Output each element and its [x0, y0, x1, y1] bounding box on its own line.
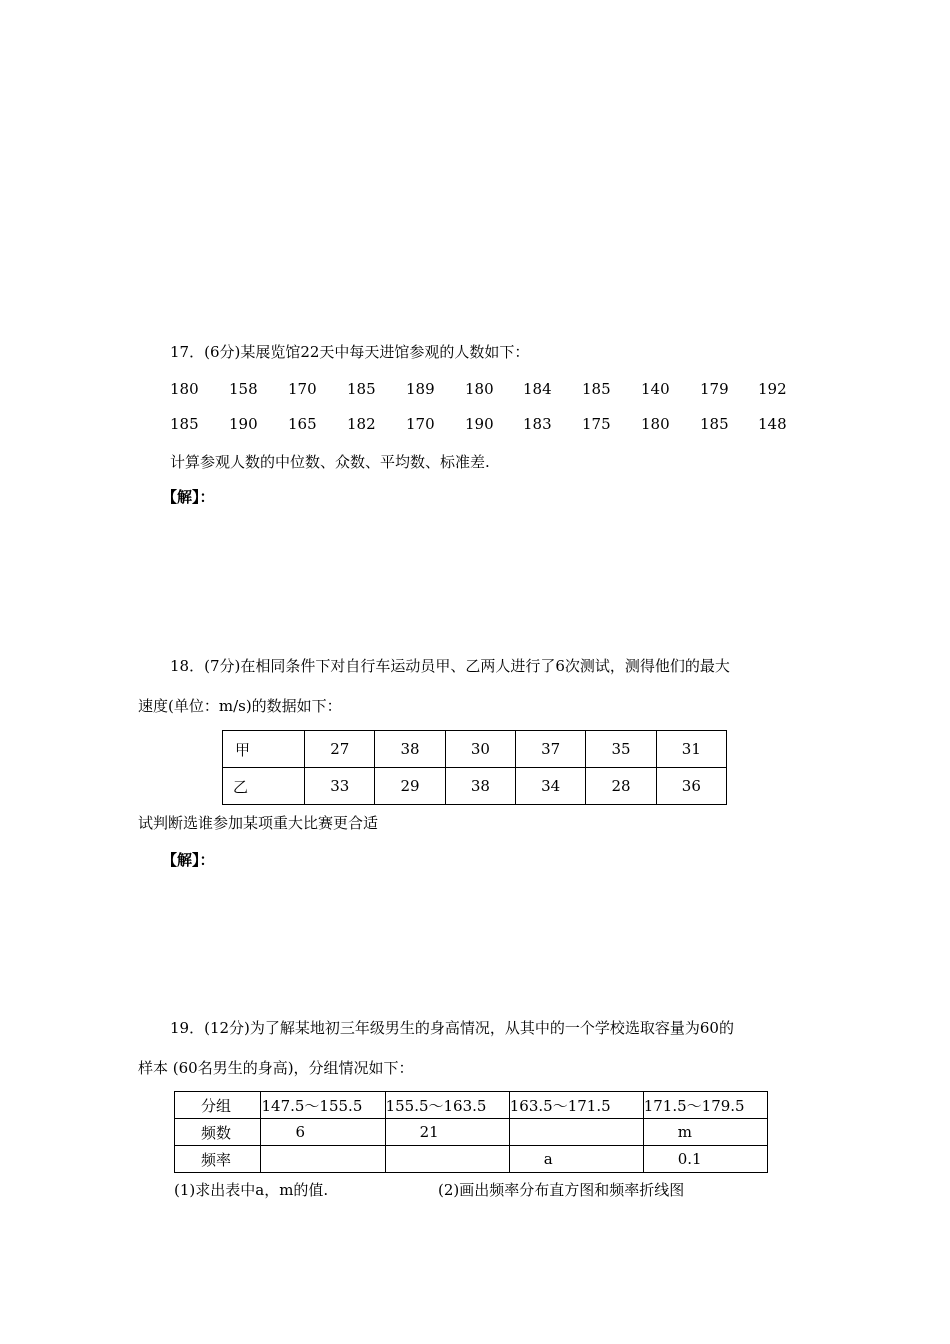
table-row — [223, 731, 727, 768]
header-cell: 155.5～163.5 — [385, 1092, 509, 1119]
table-cell: 37 — [516, 731, 586, 768]
q19-sub-question-2: (2)画出频率分布直方图和频率折线图 — [438, 1181, 685, 1199]
data-value: 170 — [288, 380, 317, 398]
q19-sub-question-1: (1)求出表中a，m的值. — [174, 1181, 329, 1199]
table-cell — [509, 1119, 643, 1146]
header-cell: 147.5～155.5 — [261, 1092, 385, 1119]
q18-answer-label: 【解】： — [162, 851, 215, 869]
q17-title: 17．(6分)某展览馆22天中每天进馆参观的人数如下： — [170, 343, 530, 361]
data-value: 185 — [700, 415, 729, 433]
data-value: 180 — [465, 380, 494, 398]
table-row — [175, 1119, 768, 1146]
data-value: 158 — [229, 380, 258, 398]
table-cell: 29 — [375, 768, 445, 805]
data-value: 185 — [347, 380, 376, 398]
data-value: 180 — [170, 380, 199, 398]
table-cell: 27 — [305, 731, 375, 768]
table-cell: 36 — [656, 768, 726, 805]
data-value: 165 — [288, 415, 317, 433]
table-cell: m — [643, 1119, 767, 1146]
table-cell: a — [509, 1146, 643, 1173]
q18-speed-table — [222, 730, 727, 805]
data-value: 190 — [465, 415, 494, 433]
table-row — [223, 768, 727, 805]
table-cell: 0.1 — [643, 1146, 767, 1173]
row-label: 频数 — [175, 1119, 261, 1146]
data-value: 190 — [229, 415, 258, 433]
table-cell: 6 — [261, 1119, 385, 1146]
data-value: 192 — [758, 380, 787, 398]
data-value: 182 — [347, 415, 376, 433]
table-row — [175, 1146, 768, 1173]
data-value: 183 — [523, 415, 552, 433]
q17-task: 计算参观人数的中位数、众数、平均数、标准差. — [170, 453, 490, 471]
q17-answer-label: 【解】： — [162, 488, 215, 506]
q19-title: 19．(12分)为了解某地初三年级男生的身高情况，从其中的一个学校选取容量为60的 — [170, 1019, 734, 1037]
q18-task: 试判断选谁参加某项重大比赛更合适 — [138, 814, 379, 832]
table-cell: 38 — [375, 731, 445, 768]
data-value: 180 — [641, 415, 670, 433]
data-value: 185 — [582, 380, 611, 398]
table-cell: 34 — [516, 768, 586, 805]
data-value: 170 — [406, 415, 435, 433]
data-value: 148 — [758, 415, 787, 433]
table-cell — [261, 1146, 385, 1173]
table-cell: 28 — [586, 768, 656, 805]
table-cell: 31 — [656, 731, 726, 768]
row-label: 甲 — [223, 731, 305, 768]
table-cell: 35 — [586, 731, 656, 768]
header-cell: 171.5～179.5 — [643, 1092, 767, 1119]
q19-group-table — [174, 1091, 768, 1173]
data-value: 185 — [170, 415, 199, 433]
table-row — [175, 1092, 768, 1119]
row-label: 频率 — [175, 1146, 261, 1173]
data-value: 189 — [406, 380, 435, 398]
table-cell: 33 — [305, 768, 375, 805]
header-cell: 163.5～171.5 — [509, 1092, 643, 1119]
table-cell: 21 — [385, 1119, 509, 1146]
header-cell: 分组 — [175, 1092, 261, 1119]
row-label: 乙 — [223, 768, 305, 805]
q19-title-cont: 样本 (60名男生的身高)，分组情况如下： — [138, 1059, 414, 1077]
q18-title: 18．(7分)在相同条件下对自行车运动员甲、乙两人进行了6次测试，测得他们的最大 — [170, 657, 730, 675]
data-value: 175 — [582, 415, 611, 433]
data-value: 179 — [700, 380, 729, 398]
table-cell: 30 — [445, 731, 515, 768]
table-cell — [385, 1146, 509, 1173]
data-value: 140 — [641, 380, 670, 398]
q18-title-cont: 速度(单位：m/s)的数据如下： — [138, 697, 342, 715]
data-value: 184 — [523, 380, 552, 398]
table-cell: 38 — [445, 768, 515, 805]
